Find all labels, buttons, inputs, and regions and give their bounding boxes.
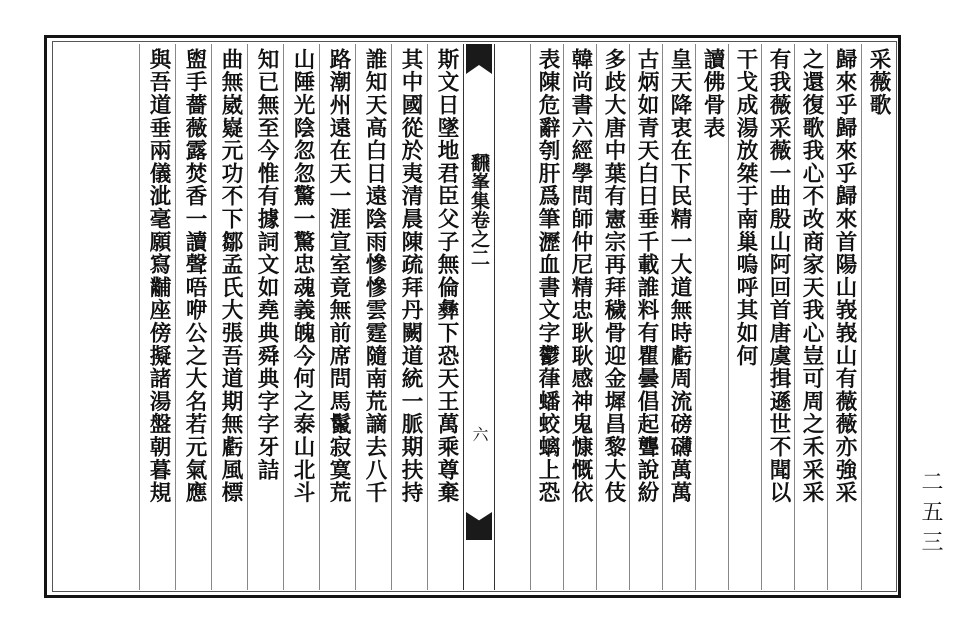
text-column: 其中國從於夷清晨陳疏拜丹闕道統一脈期扶持	[398, 48, 423, 504]
text-column: 誰知天高白日遠陰雨慘慘雲霆隨南荒謫去八千	[362, 48, 387, 504]
column-rule	[319, 44, 320, 590]
column-rule	[139, 44, 140, 590]
column-rule	[629, 44, 630, 590]
center-fold-band	[463, 44, 495, 590]
column-rule	[827, 44, 828, 590]
text-column: 有我薇采薇一曲殷山阿回首唐虞揖遜世不聞以	[766, 48, 791, 504]
fish-tail-ornament-top	[466, 44, 492, 74]
poem-title-caiwei: 采薇歌	[866, 48, 891, 117]
book-title: 飜峯集卷之二	[468, 153, 490, 267]
column-rule	[530, 44, 531, 590]
text-column: 表陳危辭刳肝爲筆瀝血書文字鬱葎蟠蛟螭上恐	[535, 48, 560, 504]
column-rule	[211, 44, 212, 590]
text-column: 韓尚書六經學問師仲尼精忠耿耿感神鬼慷慨依	[568, 48, 593, 504]
column-rule	[247, 44, 248, 590]
fish-tail-ornament-bottom	[466, 512, 492, 540]
text-column: 曲無崴嶷元功不下鄒孟氏大張吾道期無虧風標	[218, 48, 243, 504]
column-rule	[283, 44, 284, 590]
fold-page-number: 六	[470, 426, 489, 442]
column-rule	[355, 44, 356, 590]
text-column: 歸來乎歸來乎歸來首陽山峩峩山有薇薇亦強采	[832, 48, 857, 504]
text-column: 知已無至今惟有據詞文如堯典舜典字字牙詰	[254, 48, 279, 482]
column-rule	[794, 44, 795, 590]
column-rule	[563, 44, 564, 590]
column-rule	[728, 44, 729, 590]
text-column: 路潮州遠在天一涯宣室竟無前席問馬鬣寂寞荒	[326, 48, 351, 504]
text-column: 盥手薔薇露焚香一讀聲唔咿公之大名若元氣應	[182, 48, 207, 504]
text-column: 干戈成湯放桀于南巢嗚呼其如何	[733, 48, 758, 368]
column-rule	[662, 44, 663, 590]
text-column: 多歧大唐中葉有憲宗再拜穢骨迎金墀昌黎大伎	[601, 48, 626, 504]
column-rule	[175, 44, 176, 590]
column-rule	[761, 44, 762, 590]
text-column: 斯文日墜地君臣父子無倫彝下恐天王萬乘尊棄	[434, 48, 459, 504]
page-number: 二五三	[918, 470, 943, 560]
text-column: 古炳如青天白日垂千載誰料有瞿曇倡起聾說紛	[634, 48, 659, 504]
text-column: 與吾道垂兩儀泚毫願寫黼座傍擬諸湯盤朝暮規	[146, 48, 171, 504]
column-rule	[695, 44, 696, 590]
text-column: 皇天降衷在下民精一大道無時虧周流磅礴萬萬	[667, 48, 692, 504]
text-column: 山陲光陰忽忽驚一驚忠魂義魄今何之泰山北斗	[290, 48, 315, 504]
column-rule	[861, 44, 862, 590]
text-column: 之還復歌我心不改商家天我心豈可周之禾采采	[799, 48, 824, 504]
column-rule	[427, 44, 428, 590]
column-rule	[391, 44, 392, 590]
poem-title-fogubiao: 讀佛骨表	[700, 48, 725, 140]
column-rule	[596, 44, 597, 590]
